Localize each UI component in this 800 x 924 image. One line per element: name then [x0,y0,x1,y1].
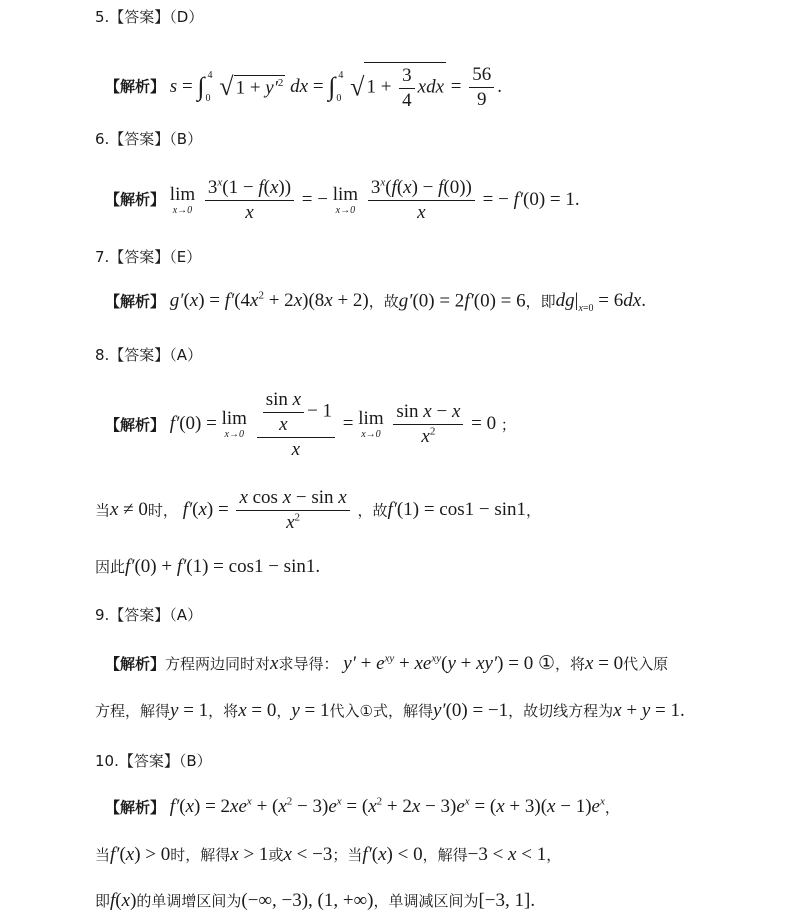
q8-formula: f′(0) = lim x→0 $\frac{\text{sin x}}{x}$ − 1 x = lim x→0 $\frac{\text{sin x − x}}{x^2}$ = 0 [169,389,497,460]
q6-heading: 6.【答案】（B） [95,130,203,148]
q6-label: 【解析】 [105,190,166,209]
q5-label: 【解析】 [105,77,166,96]
q7-label: 【解析】 [105,292,166,311]
q8-solution-line2: 当x ≠ 0时， f′(x) = $\frac{\text{x cos x − sin x}}{x^2}$ ，故f′(1) = cos1 − sin1， [95,487,542,533]
q6-solution [0,168,800,228]
q5-heading: 5.【答案】（D） [95,8,204,26]
q8-solution-line1: 【解析】 f′(0) = lim x→0 $\frac{\text{sin x}}{x}$ − 1 x = lim x→0 $\frac{\text{sin x − x}}{x^2}$ = 0 ； [105,389,516,460]
q8-heading: 8.【答案】（A） [95,346,203,364]
q6-formula: lim x→0 $\frac{3^x(1 - f(x))}{x}$ = − lim x→0 $\frac{3^x(f(x) - f(0))}{x}$ = − f′(0) = 1. [169,176,580,223]
q8-label: 【解析】 [105,415,166,434]
q5-solution [0,48,800,110]
q7-heading: 7.【答案】（E） [95,248,202,266]
q9-label: 【解析】 [105,655,166,673]
q9-heading: 9.【答案】（A） [95,606,203,624]
q10-heading: 10.【答案】（B） [95,752,212,770]
q5-formula: s = ∫ 4 0 √ $1 + y'^2$ dx = ∫ 4 0 √ 1 + $\frac{3}{4}$ xdx = $\frac{56}{9}$ . [169,64,503,111]
q10-label: 【解析】 [105,798,166,817]
q7-formula: $g'(x) = f'(4x^2 + 2x)(8x + 2)$ [169,290,369,312]
